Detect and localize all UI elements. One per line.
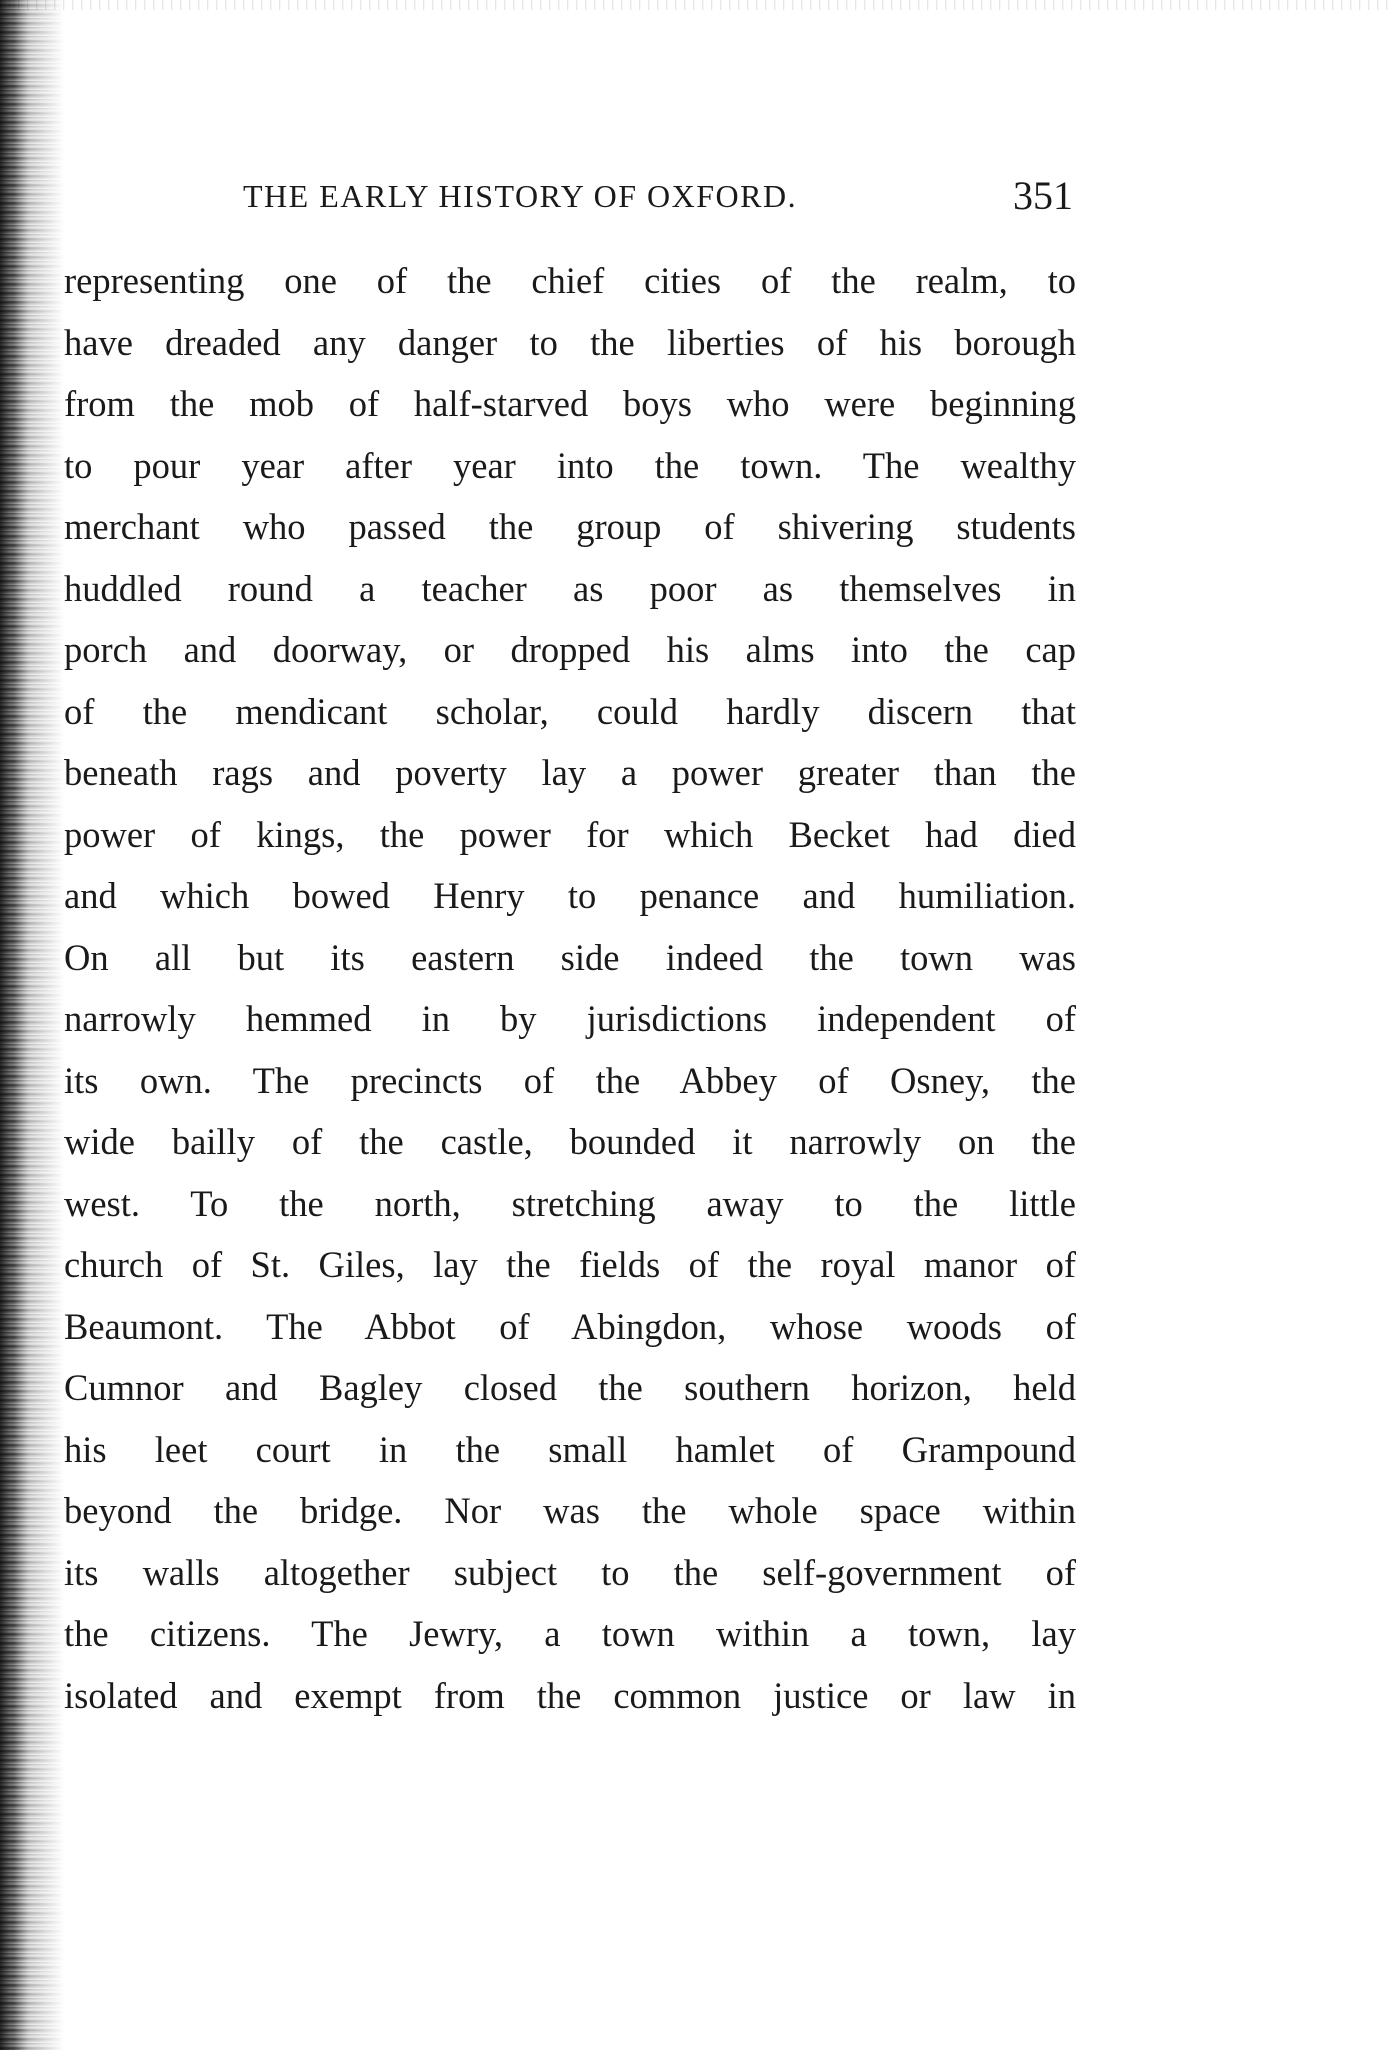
text-line: west. To the north, stretching away to the little (64, 1182, 1076, 1224)
running-head (243, 168, 1073, 224)
text-line: Cumnor and Bagley closed the southern horizon, held (64, 1367, 1076, 1408)
body-text (64, 250, 1076, 1726)
text-line: its own. The precincts of the Abbey of Osney, the (64, 1059, 1076, 1101)
text-line: his leet court in the small hamlet of Grampound (64, 1428, 1076, 1470)
text-line: merchant who passed the group of shivering students (64, 506, 1076, 547)
text-line: have dreaded any danger to the liberties of his borough (64, 321, 1076, 363)
text-line: and which bowed Henry to penance and humiliation. (64, 875, 1076, 916)
text-line: wide bailly of the castle, bounded it narrowly on the (64, 1121, 1076, 1162)
text-line: huddled round a teacher as poor as themselves in (64, 567, 1076, 609)
text-line: its walls altogether subject to the self-government of (64, 1551, 1076, 1593)
text-line: porch and doorway, or dropped his alms into the cap (64, 629, 1076, 670)
text-line: of the mendicant scholar, could hardly discern that (64, 690, 1076, 732)
text-line: isolated and exempt from the common justice or law in (64, 1674, 1076, 1716)
text-line: power of kings, the power for which Becket had died (64, 813, 1076, 855)
page-number: 351 (1013, 173, 1073, 218)
text-line: to pour year after year into the town. The wealthy (64, 444, 1076, 486)
text-line: from the mob of half-starved boys who were beginning (64, 383, 1076, 424)
text-line: On all but its eastern side indeed the town was (64, 936, 1076, 978)
text-line: beneath rags and poverty lay a power greater than the (64, 752, 1076, 793)
running-title: THE EARLY HISTORY OF OXFORD. (243, 178, 798, 214)
text-line: narrowly hemmed in by jurisdictions independent of (64, 998, 1076, 1039)
text-line: beyond the bridge. Nor was the whole space within (64, 1490, 1076, 1531)
text-line: church of St. Giles, lay the fields of the royal manor of (64, 1244, 1076, 1285)
scan-speckle (0, 0, 1388, 10)
text-line: the citizens. The Jewry, a town within a town, lay (64, 1613, 1076, 1654)
scanned-binding-edge (0, 0, 64, 2050)
text-line: Beaumont. The Abbot of Abingdon, whose woods of (64, 1305, 1076, 1347)
text-line: representing one of the chief cities of the realm, to (64, 260, 1076, 301)
